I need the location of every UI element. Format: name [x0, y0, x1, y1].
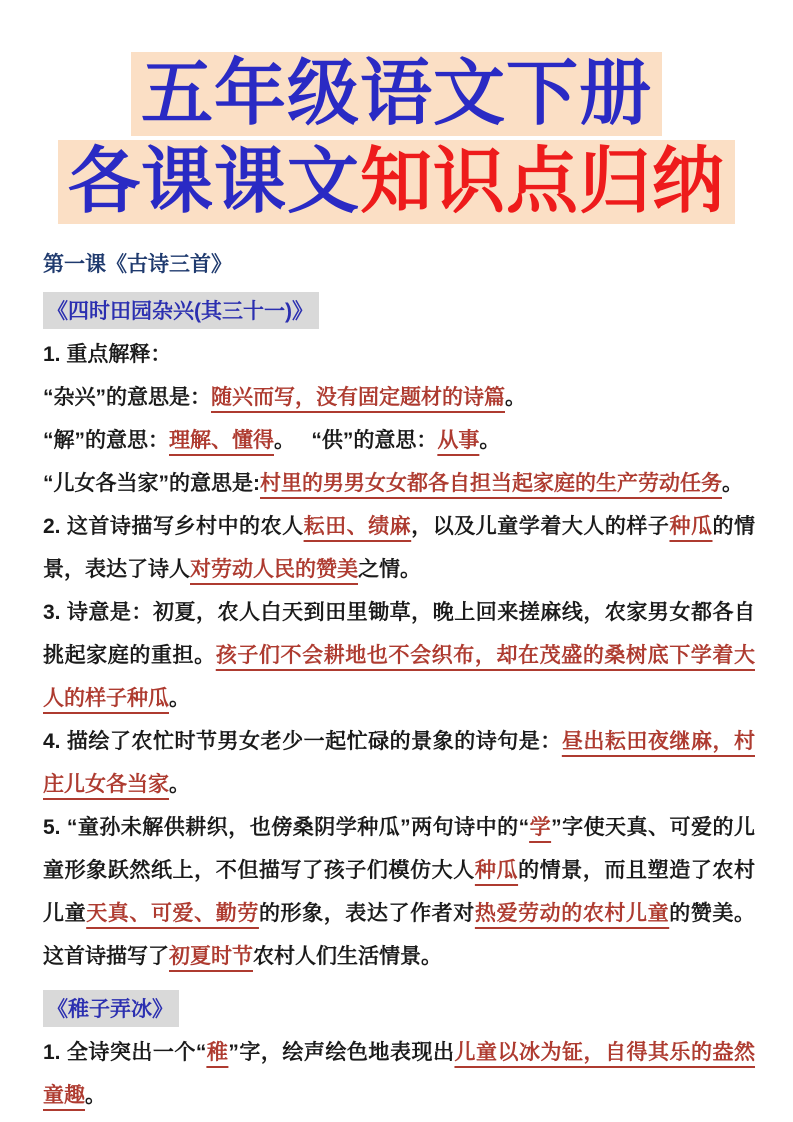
paragraph — [43, 806, 755, 978]
text-run: 5. “童孙未解供耕织，也傍桑阴学种瓜”两句诗中的“ — [43, 816, 530, 839]
text-run: “解”的意思： — [43, 429, 169, 452]
text-run: 。 — [505, 386, 526, 409]
text-run: “儿女各当家”的意思是: — [43, 472, 260, 495]
highlighted-term: 孩子们不会耕地也不会织布，却在茂盛的桑树底下学着大人的样子种瓜 — [43, 644, 755, 710]
title-line-1-text — [131, 52, 662, 136]
text-run: ，以及儿童学着大人的样子 — [411, 515, 670, 538]
text-run: 的赞美。这首诗描写了 — [43, 902, 755, 968]
paragraph — [43, 505, 755, 591]
highlighted-term: 种瓜 — [474, 859, 519, 882]
text-run: 2. 这首诗描写乡村中的农人 — [43, 515, 304, 538]
text-run: 。 — [169, 773, 190, 796]
highlighted-term: 初夏时节 — [169, 945, 253, 968]
highlighted-term: 学 — [529, 816, 552, 839]
document-title — [0, 0, 793, 226]
document-content — [0, 250, 793, 1117]
paragraph — [43, 720, 755, 806]
paragraph — [43, 333, 755, 376]
highlighted-term: 耘田、绩麻 — [303, 515, 412, 538]
highlighted-term: 村里的男男女女都各自担当起家庭的生产劳动任务 — [260, 472, 722, 495]
text-run: 各课课文 — [67, 142, 360, 222]
text-run: 。 — [169, 687, 190, 710]
lesson-sections — [43, 292, 755, 1117]
highlighted-term: 昼出耘田夜继麻，村庄儿女各当家 — [43, 730, 755, 796]
section-heading: 《四时田园杂兴(其三十一)》 — [43, 292, 319, 329]
section-heading: 《稚子弄冰》 — [43, 990, 179, 1027]
text-run: “杂兴”的意思是： — [43, 386, 211, 409]
text-run: ”字使天真、可爱的儿童形象跃然纸上，不但描写了孩子们模仿大人 — [43, 816, 755, 882]
highlighted-term: 儿童以冰为钲，自得其乐的盎然童趣 — [43, 1041, 756, 1107]
text-run: 。 — [85, 1084, 106, 1107]
paragraph — [43, 1031, 755, 1117]
highlighted-term: 随兴而写，没有固定题材的诗篇 — [211, 386, 505, 409]
text-run: 五年级语文下册 — [140, 54, 652, 134]
text-run: 。 — [722, 472, 743, 495]
section-heading-row — [43, 292, 755, 329]
highlighted-term: 理解、懂得 — [169, 429, 274, 452]
text-run: 。 “供”的意思： — [274, 429, 438, 452]
text-run: 4. 描绘了农忙时节男女老少一起忙碌的景象的诗句是： — [43, 730, 562, 753]
paragraph — [43, 376, 755, 419]
lesson-heading: 第一课《古诗三首》 — [43, 253, 232, 276]
paragraph — [43, 591, 755, 720]
highlighted-term: 从事 — [437, 429, 480, 452]
text-run: 1. 全诗突出一个“ — [43, 1041, 207, 1064]
title-line-2 — [0, 138, 793, 226]
text-run: 1. 重点解释： — [43, 343, 172, 366]
highlighted-term: 热爱劳动的农村儿童 — [474, 902, 670, 925]
title-line-1 — [0, 50, 793, 138]
highlighted-term: 对劳动人民的赞美 — [190, 558, 358, 581]
highlighted-term: 知识点归纳 — [360, 142, 726, 222]
highlighted-term: 种瓜 — [669, 515, 713, 538]
text-run: 农村人们生活情景。 — [253, 945, 442, 968]
text-run: 3. 诗意是：初夏，农人白天到田里锄草，晚上回来搓麻线，农家男女都各自挑起家庭的重担。 — [43, 601, 755, 667]
text-run: 之情。 — [358, 558, 421, 581]
text-run: ”字，绘声绘色地表现出 — [228, 1041, 455, 1064]
text-run: 的形象，表达了作者对 — [258, 902, 475, 925]
highlighted-term: 稚 — [206, 1041, 229, 1064]
section-heading-row — [43, 990, 755, 1027]
text-run: 的情景，而且塑造了农村儿童 — [43, 859, 755, 925]
highlighted-term: 天真、可爱、勤劳 — [86, 902, 259, 925]
paragraph — [43, 462, 755, 505]
title-line-2-text — [58, 140, 735, 224]
paragraph — [43, 419, 755, 462]
text-run: 。 — [479, 429, 501, 452]
text-run: 的情景，表达了诗人 — [43, 515, 756, 581]
